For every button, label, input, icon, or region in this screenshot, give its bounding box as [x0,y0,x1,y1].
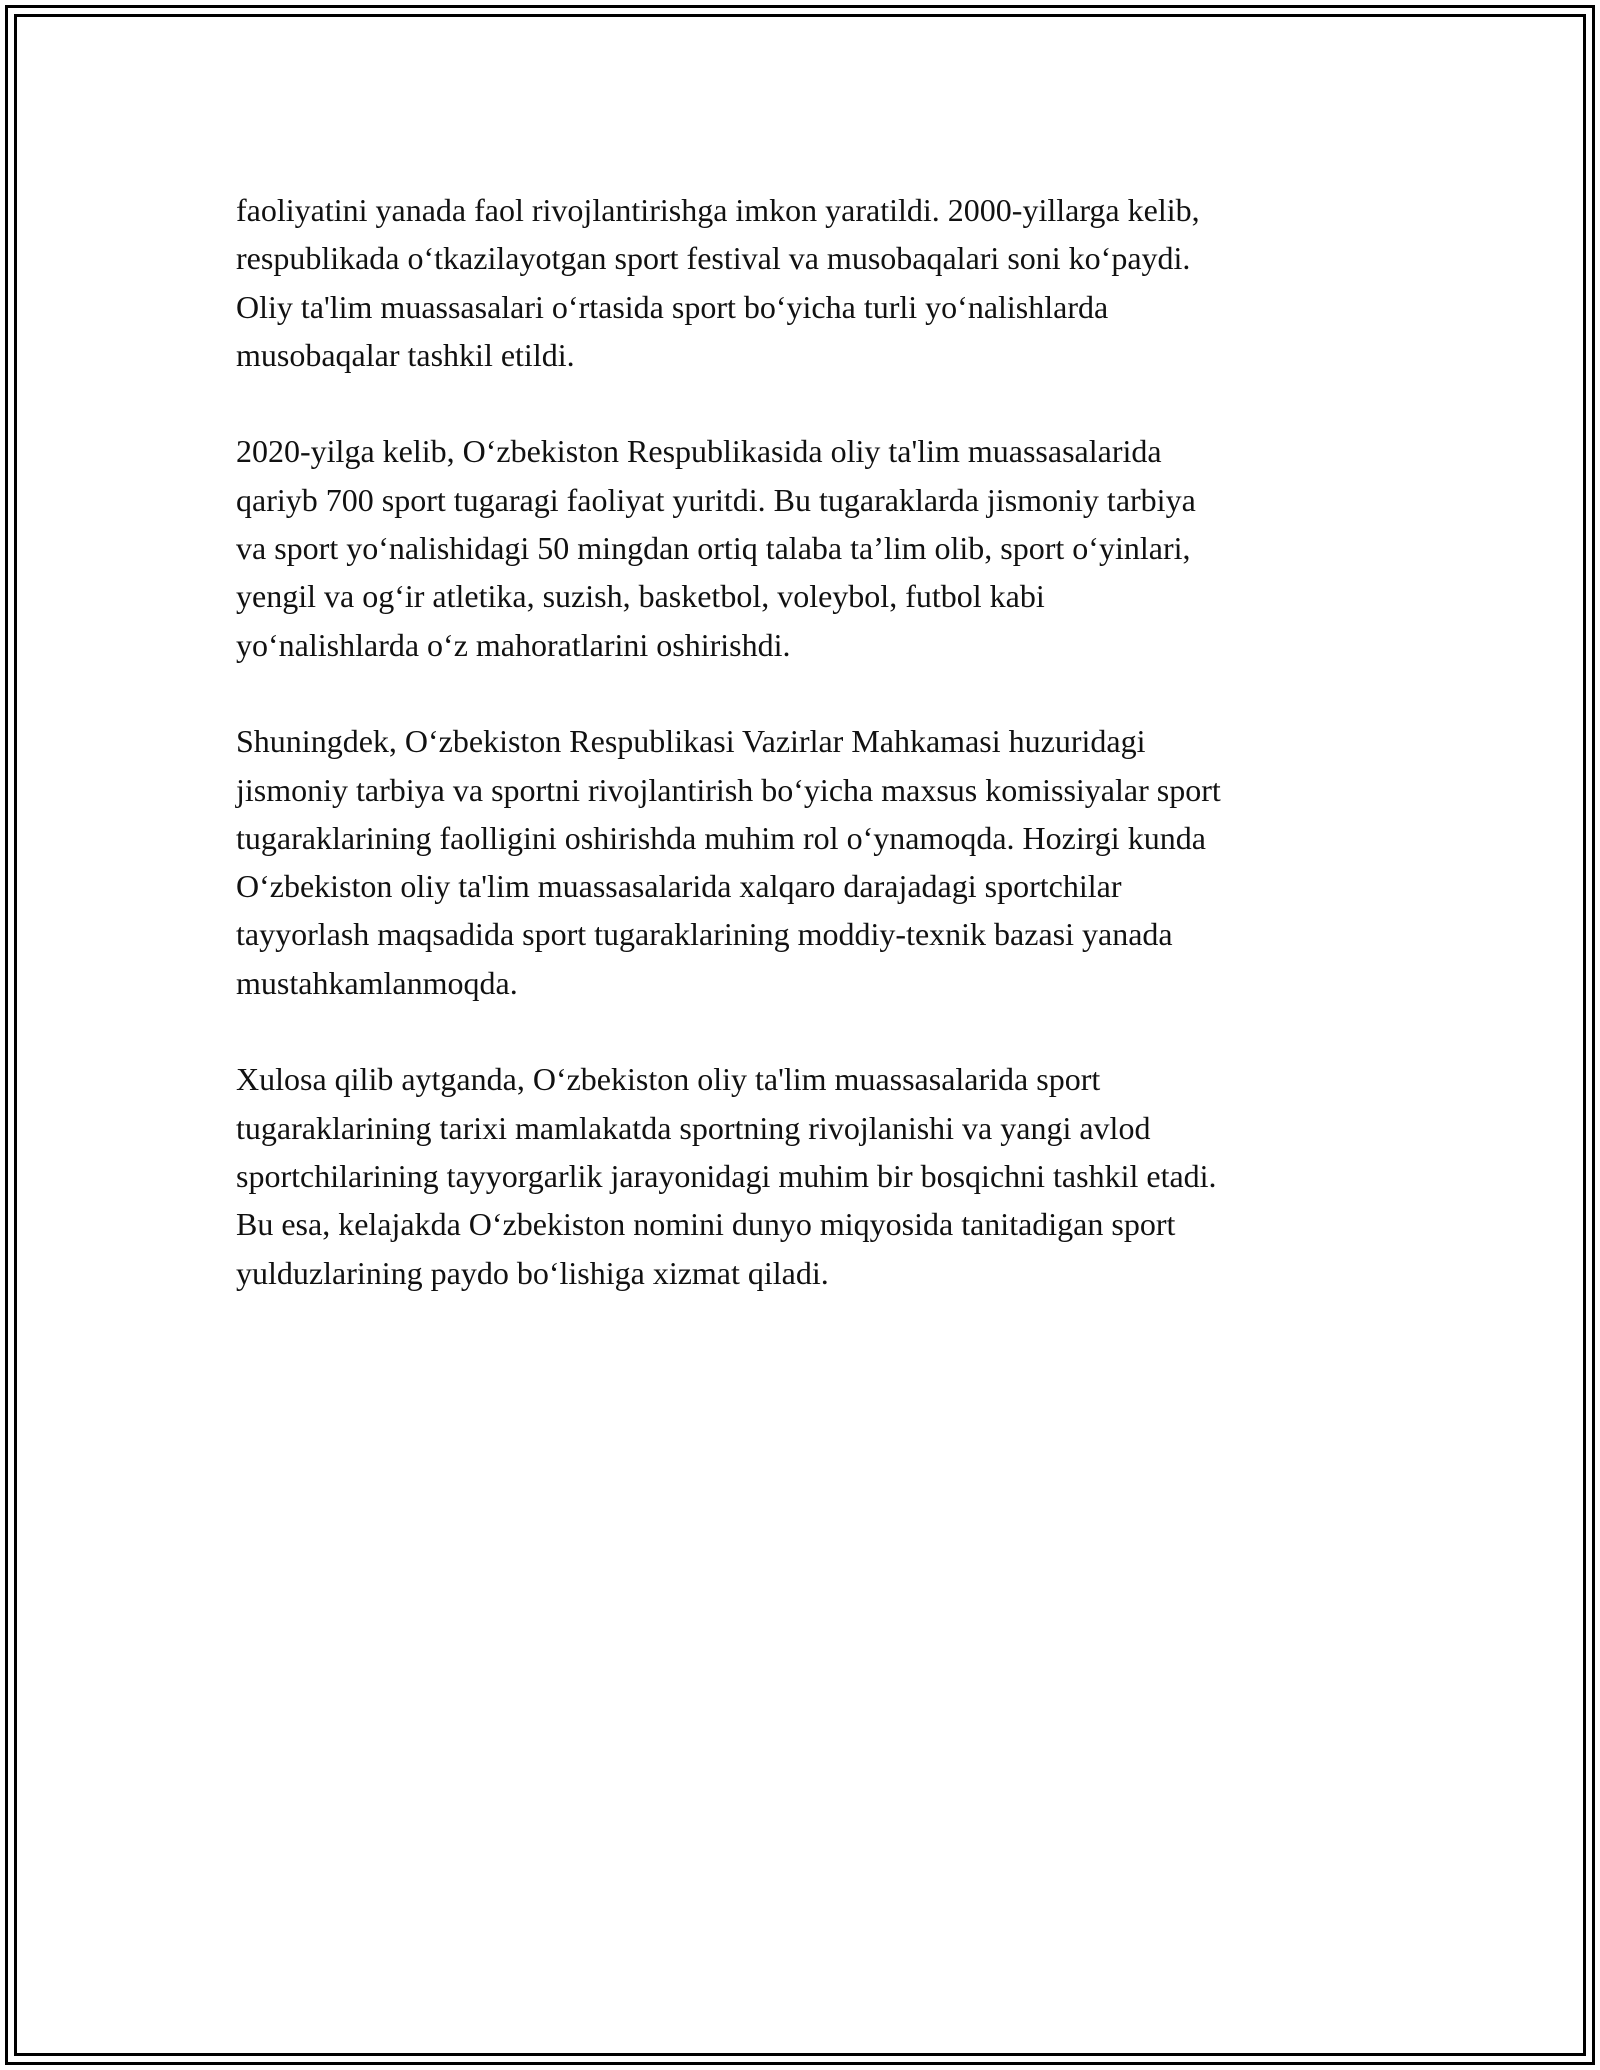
text-line: yengil va og‘ir atletika, suzish, basketbol, voleybol, futbol kabi [236,578,1045,615]
text-line: 2020-yilga kelib, O‘zbekiston Respublikasida oliy ta'lim muassasalarida [236,433,1162,470]
text-line: Shuningdek, O‘zbekiston Respublikasi Vazirlar Mahkamasi huzuridagi [236,723,1146,760]
text-line: mustahkamlanmoqda. [236,964,518,1001]
text-line: qariyb 700 sport tugaragi faoliyat yuritdi. Bu tugaraklarda jismoniy tarbiya [236,481,1196,518]
text-line: tayyorlash maqsadida sport tugaraklarining moddiy-texnik bazasi yanada [236,916,1173,953]
text-line: O‘zbekiston oliy ta'lim muassasalarida xalqaro darajadagi sportchilar [236,868,1122,905]
text-line: Oliy ta'lim muassasalari o‘rtasida sport bo‘yicha turli yo‘nalishlarda [236,288,1109,325]
text-line: musobaqalar tashkil etildi. [236,336,575,373]
text-line: yulduzlarining paydo bo‘lishiga xizmat qiladi. [236,1254,829,1291]
text-line: faoliyatini yanada faol rivojlantirishga imkon yaratildi. 2000-yillarga kelib, [236,192,1200,228]
text-line: yo‘nalishlarda o‘z mahoratlarini oshirishdi. [236,626,791,663]
paragraph-1 [236,186,1386,379]
paragraph-3 [236,717,1386,1007]
paragraph-2 [236,427,1386,668]
paragraph-4 [236,1055,1386,1296]
text-line: Bu esa, kelajakda O‘zbekiston nomini dunyo miqyosida tanitadigan sport [236,1206,1176,1243]
document-body [236,186,1386,1345]
text-line: tugaraklarining faolligini oshirishda muhim rol o‘ynamoqda. Hozirgi kunda [236,819,1206,856]
text-line: va sport yo‘nalishidagi 50 mingdan ortiq talaba ta’lim olib, sport o‘yinlari, [236,530,1191,567]
text-line: Xulosa qilib aytganda, O‘zbekiston oliy ta'lim muassasalarida sport [236,1061,1101,1098]
text-line: respublikada o‘tkazilayotgan sport festival va musobaqalari soni ko‘paydi. [236,240,1191,277]
text-line: sportchilarining tayyorgarlik jarayonidagi muhim bir bosqichni tashkil etadi. [236,1157,1217,1194]
text-line: jismoniy tarbiya va sportni rivojlantirish bo‘yicha maxsus komissiyalar sport [236,771,1221,808]
text-line: tugaraklarining tarixi mamlakatda sportning rivojlanishi va yangi avlod [236,1109,1151,1146]
